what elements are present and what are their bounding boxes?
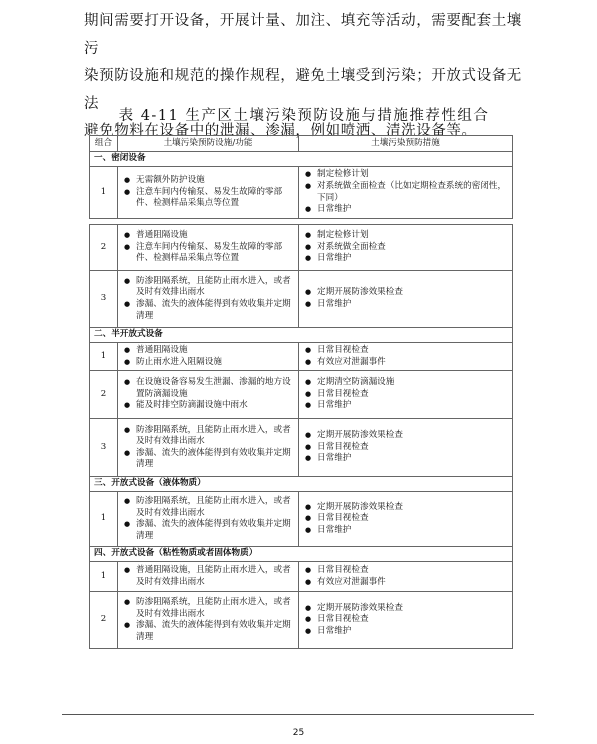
list-item: ● 防渗阻隔系统，且能防止雨水进入，或者及时有效排出雨水	[122, 276, 294, 299]
table-caption: 表 4-11 生产区土壤污染预防设施与措施推荐性组合	[118, 108, 490, 124]
list-item: ● 日常维护	[303, 626, 508, 638]
table-row	[90, 371, 513, 419]
list-item: ● 日常维护	[303, 453, 508, 465]
list-item: ● 防渗阻隔系统，且能防止雨水进入，或者及时有效排出雨水	[122, 496, 294, 519]
list-item: ● 在设施设备容易发生泄漏、渗漏的地方设置防滴漏设施	[122, 377, 294, 400]
row-number: 2	[90, 225, 118, 271]
header-facilities: 土壤污染预防设施/功能	[118, 136, 299, 152]
header-measures: 土壤污染预防措施	[299, 136, 513, 152]
facilities-cell	[118, 343, 299, 371]
list-item: ● 注意车间内传输泵、易发生故障的零部件、检测样品采集点等位置	[122, 187, 294, 210]
table-row	[90, 562, 513, 592]
table-row	[90, 225, 513, 271]
list-item: ● 日常目视检查	[303, 513, 508, 525]
list-item: ● 有效应对泄漏事件	[303, 357, 508, 369]
table-row	[90, 167, 513, 219]
row-number: 2	[90, 371, 118, 419]
facilities-cell	[118, 562, 299, 592]
section-title: 四、开放式设备（粘性物质或者固体物质）	[90, 547, 513, 562]
row-number: 2	[90, 592, 118, 649]
intro-line: 期间需要打开设备，开展计量、加注、填充等活动，需要配套土壤污	[84, 13, 522, 57]
section-row	[90, 152, 513, 167]
list-item: ● 注意车间内传输泵、易发生故障的零部件、检测样品采集点等位置	[122, 242, 294, 265]
facilities-cell	[118, 419, 299, 477]
page-number: 25	[292, 728, 305, 738]
list-item: ● 对系统做全面检查（比如定期检查系统的密闭性，下同）	[303, 181, 508, 204]
list-item: ● 日常维护	[303, 299, 508, 311]
row-number: 3	[90, 419, 118, 477]
intro-line: 避免物料在设备中的泄漏、渗漏，例如喷洒、清洗设备等。	[84, 123, 477, 139]
list-item: ● 对系统做全面检查	[303, 242, 508, 254]
list-item: ● 无需额外防护设施	[122, 175, 294, 187]
section-title: 一、密闭设备	[90, 152, 513, 167]
measures-cell	[299, 592, 513, 649]
list-item: ● 有效应对泄漏事件	[303, 577, 508, 589]
measures-cell	[299, 271, 513, 328]
list-item: ● 日常维护	[303, 400, 508, 412]
list-item: ● 定期开展防渗效果检查	[303, 603, 508, 615]
list-item: ● 定期开展防渗效果检查	[303, 430, 508, 442]
list-item: ● 定期开展防渗效果检查	[303, 287, 508, 299]
facilities-cell	[118, 167, 299, 219]
facilities-cell	[118, 371, 299, 419]
row-number: 1	[90, 343, 118, 371]
facilities-cell	[118, 492, 299, 547]
list-item: ● 防渗阻隔系统，且能防止雨水进入，或者及时有效排出雨水	[122, 425, 294, 448]
prevention-table	[89, 135, 513, 649]
measures-cell	[299, 225, 513, 271]
list-item: ● 普通阻隔设施	[122, 230, 294, 242]
list-item: ● 定期清空防滴漏设施	[303, 377, 508, 389]
facilities-cell	[118, 225, 299, 271]
table-row	[90, 343, 513, 371]
list-item: ● 日常目视检查	[303, 389, 508, 401]
measures-cell	[299, 492, 513, 547]
section-row	[90, 547, 513, 562]
section-row	[90, 328, 513, 343]
list-item: ● 定期开展防渗效果检查	[303, 502, 508, 514]
row-number: 1	[90, 167, 118, 219]
table-row	[90, 419, 513, 477]
measures-cell	[299, 562, 513, 592]
list-item: ● 渗漏、流失的液体能得到有效收集并定期清理	[122, 299, 294, 322]
list-item: ● 普通阻隔设施	[122, 345, 294, 357]
list-item: ● 防止雨水进入阻隔设施	[122, 357, 294, 369]
header-group: 组合	[90, 136, 118, 152]
list-item: ● 日常目视检查	[303, 442, 508, 454]
list-item: ● 能及时排空防滴漏设施中雨水	[122, 400, 294, 412]
list-item: ● 普通阻隔设施，且能防止雨水进入，或者及时有效排出雨水	[122, 565, 294, 588]
measures-cell	[299, 419, 513, 477]
facilities-cell	[118, 592, 299, 649]
list-item: ● 日常目视检查	[303, 345, 508, 357]
table-row	[90, 271, 513, 328]
measures-cell	[299, 371, 513, 419]
list-item: ● 渗漏、流失的液体能得到有效收集并定期清理	[122, 620, 294, 643]
facilities-cell	[118, 271, 299, 328]
section-title: 二、半开放式设备	[90, 328, 513, 343]
footer-divider	[62, 714, 534, 715]
list-item: ● 日常维护	[303, 525, 508, 537]
list-item: ● 日常维护	[303, 253, 508, 265]
table-row	[90, 492, 513, 547]
table-row	[90, 592, 513, 649]
list-item: ● 渗漏、流失的液体能得到有效收集并定期清理	[122, 448, 294, 471]
table-header-row	[90, 136, 513, 152]
list-item: ● 渗漏、流失的液体能得到有效收集并定期清理	[122, 519, 294, 542]
row-number: 1	[90, 492, 118, 547]
measures-cell	[299, 343, 513, 371]
list-item: ● 防渗阻隔系统，且能防止雨水进入，或者及时有效排出雨水	[122, 597, 294, 620]
row-number: 3	[90, 271, 118, 328]
list-item: ● 日常目视检查	[303, 614, 508, 626]
intro-line: 染预防设施和规范的操作规程，避免土壤受到污染；开放式设备无法	[84, 68, 522, 112]
list-item: ● 日常维护	[303, 204, 508, 216]
row-number: 1	[90, 562, 118, 592]
list-item: ● 制定检修计划	[303, 169, 508, 181]
section-title: 三、开放式设备（液体物质）	[90, 477, 513, 492]
list-item: ● 日常目视检查	[303, 565, 508, 577]
measures-cell	[299, 167, 513, 219]
section-row	[90, 477, 513, 492]
list-item: ● 制定检修计划	[303, 230, 508, 242]
